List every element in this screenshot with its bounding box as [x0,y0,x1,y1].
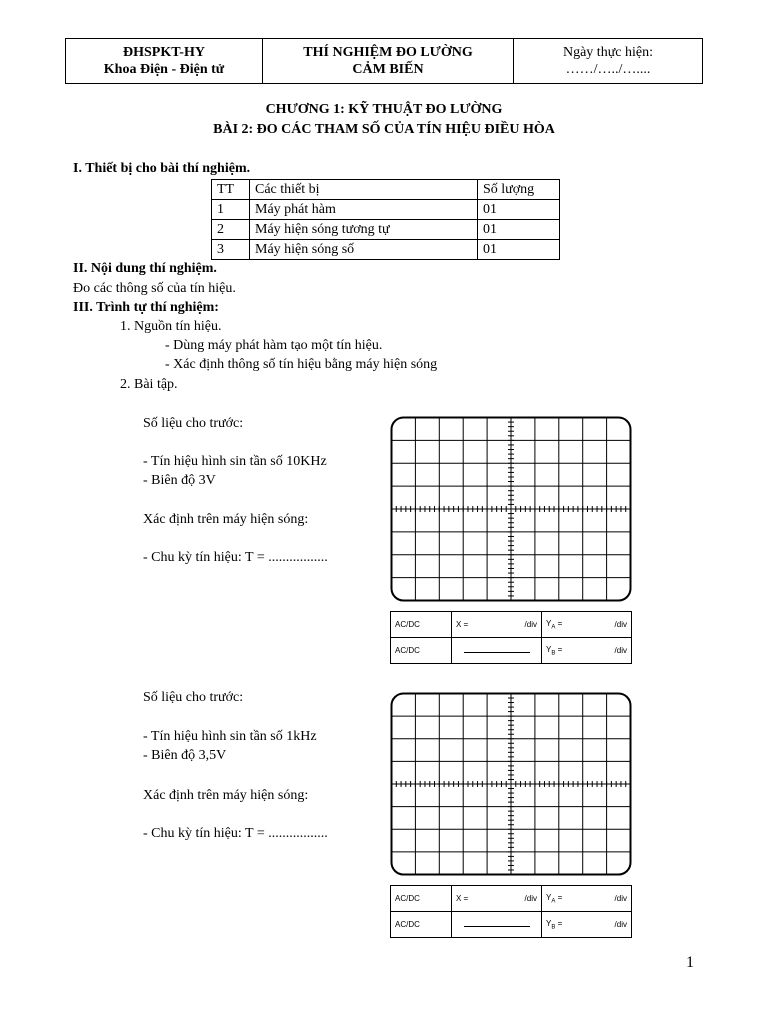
page-number: 1 [686,954,694,971]
school-name: ĐHSPKT-HY [123,45,205,60]
table-header-row [212,180,560,200]
acdc-cell: AC/DC [391,912,452,938]
exercise1-given: Số liệu cho trước: [143,416,244,431]
x-label: X = [456,620,469,629]
lesson-title: BÀI 2: ĐO CÁC THAM SỐ CỦA TÍN HIỆU ĐIỀU HÒA [213,122,555,137]
table-header-cell: Các thiết bị [250,180,478,200]
section2-text: Đo các thông số của tín hiệu. [73,281,236,296]
exercise2-amplitude: - Biên độ 3,5V [143,748,227,763]
readout-row [391,886,632,912]
yb-unit: /div [614,920,627,929]
faculty-name: Khoa Điện - Điện tử [103,62,225,77]
ya-scale-cell [542,886,632,912]
course-title-line1: THÍ NGHIỆM ĐO LƯỜNG [303,45,473,60]
yb-scale-cell [542,638,632,664]
date-blank: ……/…../….... [565,62,651,77]
yb-scale-cell [542,912,632,938]
exercise2-signal: - Tín hiệu hình sin tần số 1kHz [143,729,317,744]
table-row [212,200,560,220]
step1-sub2: - Xác định thông số tín hiệu bằng máy hiện sóng [165,357,438,372]
section1-heading: I. Thiết bị cho bài thí nghiệm. [73,161,251,176]
table-cell: Máy hiện sóng tương tự [250,220,478,240]
section3-heading: III. Trình tự thí nghiệm: [73,300,219,315]
blank-cell [452,912,542,938]
table-cell: 01 [478,200,560,220]
x-scale-cell [452,886,542,912]
readout-row [391,612,632,638]
readout-row [391,912,632,938]
table-header-cell: Số lượng [478,180,560,200]
x-scale-cell [452,612,542,638]
exercise1-signal: - Tín hiệu hình sin tần số 10KHz [143,454,327,469]
exercise1-determine: Xác định trên máy hiện sóng: [143,512,309,527]
step1-sub1: - Dùng máy phát hàm tạo một tín hiệu. [165,338,383,353]
chapter-title: CHƯƠNG 1: KỸ THUẬT ĐO LƯỜNG [265,102,503,117]
exercise1-amplitude: - Biên độ 3V [143,473,216,488]
course-title-line2: CẢM BIẾN [352,62,424,77]
exercise2-given: Số liệu cho trước: [143,690,244,705]
acdc-cell: AC/DC [391,612,452,638]
header-school-cell [66,39,263,83]
ya-label: $Y_A$ = [546,892,563,905]
readout-table-1 [390,611,632,664]
header-course-cell [263,39,514,83]
oscilloscope-grid-2 [390,692,632,876]
yb-label: $Y_B$ = [546,644,563,657]
table-cell: 01 [478,220,560,240]
table-cell: Máy phát hàm [250,200,478,220]
oscilloscope-grid-1 [390,416,632,602]
section2-heading: II. Nội dung thí nghiệm. [73,261,217,276]
blank-line [464,926,530,927]
blank-cell [452,638,542,664]
header-table [65,38,703,84]
table-cell: 3 [212,240,250,260]
table-row [212,240,560,260]
exercise1-period: - Chu kỳ tín hiệu: T = ................. [143,550,328,565]
ya-label: $Y_A$ = [546,618,563,631]
readout-table-2 [390,885,632,938]
header-date-cell [514,39,702,83]
exercise2-period: - Chu kỳ tín hiệu: T = ................. [143,826,328,841]
acdc-cell: AC/DC [391,638,452,664]
table-cell: 01 [478,240,560,260]
x-unit: /div [524,894,537,903]
yb-unit: /div [614,646,627,655]
date-label: Ngày thực hiện: [562,45,653,60]
step1-title: 1. Nguồn tín hiệu. [120,319,222,334]
equipment-table [211,179,560,260]
x-unit: /div [524,620,537,629]
step2-title: 2. Bài tập. [120,377,178,392]
blank-line [464,652,530,653]
table-header-cell: TT [212,180,250,200]
table-cell: 2 [212,220,250,240]
yb-label: $Y_B$ = [546,918,563,931]
table-row [212,220,560,240]
table-cell: 1 [212,200,250,220]
ya-unit: /div [614,620,627,629]
table-cell: Máy hiện sóng số [250,240,478,260]
exercise2-determine: Xác định trên máy hiện sóng: [143,788,309,803]
ya-scale-cell [542,612,632,638]
x-label: X = [456,894,469,903]
readout-row [391,638,632,664]
acdc-cell: AC/DC [391,886,452,912]
ya-unit: /div [614,894,627,903]
